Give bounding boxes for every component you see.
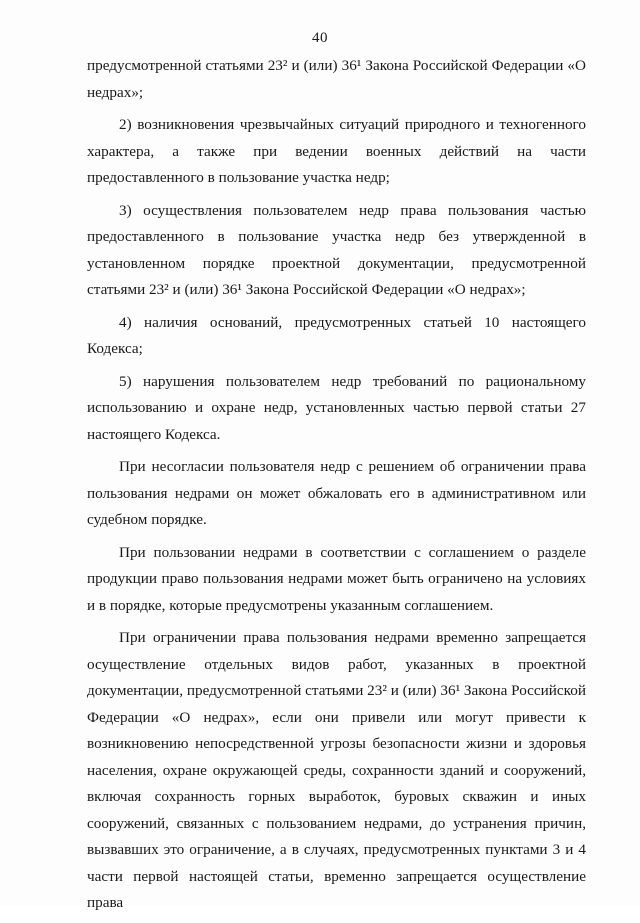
paragraph-item-5: 5) нарушения пользователем недр требований по рациональному использованию и охране недр, установленных частью первой статьи 27 настоящего Кодекса. (87, 372, 586, 443)
document-body (87, 53, 586, 923)
page-number: 40 (312, 30, 328, 46)
paragraph-item-3: 3) осуществления пользователем недр права пользования частью предоставленного в пользование участка недр без утвержденной в установленном порядке проектной документации, предусмотренной статьями 23² и (или) 36¹ Закона Российской Федерации «О недрах»; (87, 201, 586, 298)
paragraph-appeal: При несогласии пользователя недр с решением об ограничении права пользования недрами он может обжаловать его в административном или судебном порядке. (87, 458, 586, 528)
paragraph-restriction: При ограничении права пользования недрами временно запрещается осуществление отдельных видов работ, указанных в проектной документации, предусмотренной статьями 23² и (или) 36¹ Закона Российской Федерации «О недрах», если они привели или могут привести к возникновению непосредственной угрозы безопасности жизни и здоровья населения, охране окружающей среды, сохранности зданий и сооружений, включая сохранность горных выработок, буровых скважин и иных сооружений, связанных с пользованием недрами, до устранения причин, вызвавших это ограничение, а в случаях, предусмотренных пунктами 3 и 4 части первой настоящей статьи, временно запрещается осуществление права (87, 629, 586, 911)
paragraph-continuation: предусмотренной статьями 23² и (или) 36¹ Закона Российской Федерации «О недрах»; (87, 57, 586, 101)
paragraph-item-4: 4) наличия оснований, предусмотренных статьей 10 настоящего Кодекса; (87, 313, 586, 357)
paragraph-item-2: 2) возникновения чрезвычайных ситуаций природного и техногенного характера, а также при ведении военных действий на части предоставленного в пользование участка недр; (87, 116, 586, 186)
paragraph-psa: При пользовании недрами в соответствии с соглашением о разделе продукции право пользования недрами может быть ограничено на условиях и в порядке, которые предусмотрены указанным соглашением. (87, 543, 586, 614)
